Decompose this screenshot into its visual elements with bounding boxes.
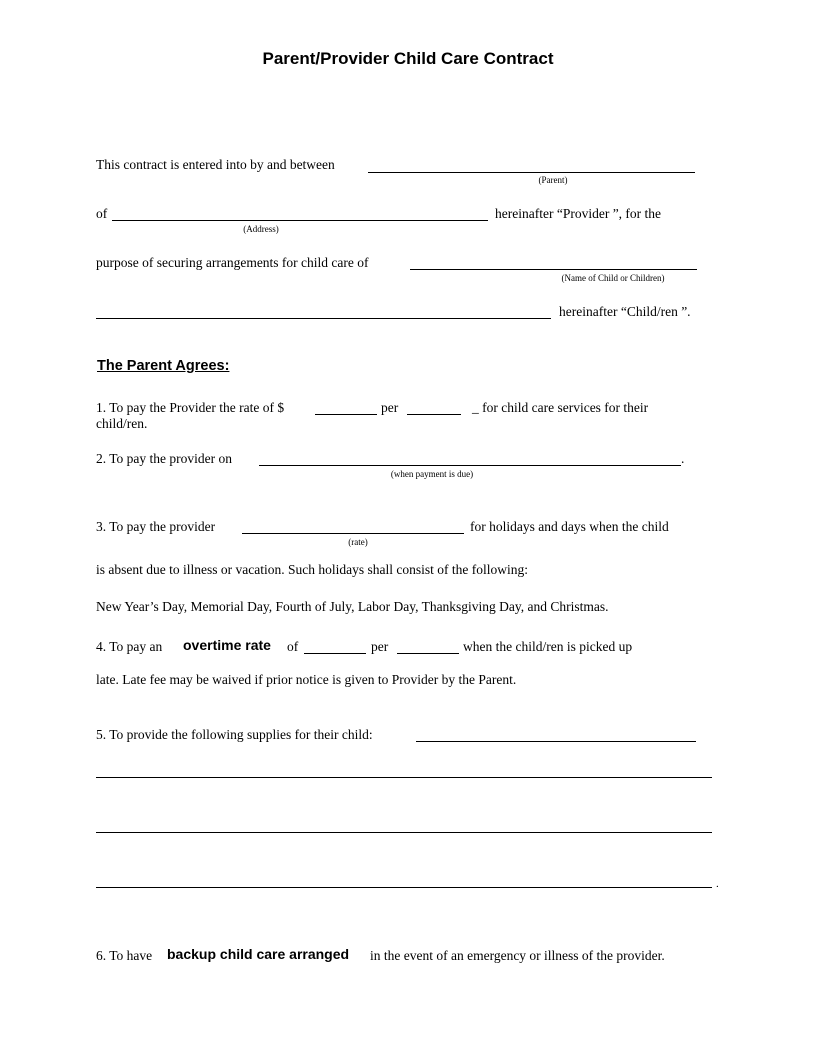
payment-due-field[interactable] xyxy=(259,465,681,466)
supplies-field-2[interactable] xyxy=(96,777,712,778)
supplies-field-1[interactable] xyxy=(416,741,696,742)
child-name-field-continued[interactable] xyxy=(96,318,551,319)
item-3-text: 3. To pay the provider xyxy=(96,519,216,534)
item-5-period: . xyxy=(716,878,719,890)
parent-name-field[interactable] xyxy=(368,172,695,173)
page-title: Parent/Provider Child Care Contract xyxy=(262,49,554,68)
item-5-text: 5. To provide the following supplies for their child: xyxy=(96,727,373,742)
supplies-field-3[interactable] xyxy=(96,832,712,833)
item-4-per: per xyxy=(371,639,389,654)
item-1-per: per xyxy=(381,400,399,415)
item-3-text-b: for holidays and days when the child xyxy=(470,519,669,534)
rate-caption: (rate) xyxy=(348,537,368,547)
address-field[interactable] xyxy=(112,220,488,221)
overtime-period-field[interactable] xyxy=(397,653,459,654)
item-3-text-c: is absent due to illness or vacation. Such holidays shall consist of the following: xyxy=(96,562,528,577)
section-heading: The Parent Agrees: xyxy=(97,358,230,374)
holidays-list: New Year’s Day, Memorial Day, Fourth of July, Labor Day, Thanksgiving Day, and Christmas. xyxy=(96,599,609,614)
item-6-text-b: in the event of an emergency or illness of the provider. xyxy=(370,948,665,963)
rate-period-field[interactable] xyxy=(407,414,461,415)
item-2-period: . xyxy=(681,451,685,466)
item-1-text-b: _ for child care services for their xyxy=(472,400,649,415)
child-name-field[interactable] xyxy=(410,269,697,270)
overtime-rate-label: overtime rate xyxy=(183,637,271,653)
hereinafter-child-text: hereinafter “Child/ren ”. xyxy=(559,304,691,319)
child-caption: (Name of Child or Children) xyxy=(561,273,665,283)
address-caption: (Address) xyxy=(243,224,279,234)
intro-text: This contract is entered into by and between xyxy=(96,157,335,172)
item-1-text: 1. To pay the Provider the rate of $ xyxy=(96,400,285,415)
parent-caption: (Parent) xyxy=(538,175,568,185)
purpose-text: purpose of securing arrangements for child care of xyxy=(96,255,369,270)
backup-care-label: backup child care arranged xyxy=(167,946,350,962)
rate-amount-field[interactable] xyxy=(315,414,377,415)
holiday-rate-field[interactable] xyxy=(242,533,464,534)
item-4-text-c: when the child/ren is picked up xyxy=(463,639,633,654)
supplies-field-4[interactable] xyxy=(96,887,712,888)
payment-due-caption: (when payment is due) xyxy=(390,469,474,479)
of-text: of xyxy=(96,206,108,221)
hereinafter-provider-text: hereinafter “Provider ”, for the xyxy=(495,206,662,221)
overtime-amount-field[interactable] xyxy=(304,653,366,654)
item-2-text: 2. To pay the provider on xyxy=(96,451,233,466)
item-4-of: of xyxy=(287,639,299,654)
item-4-text-d: late. Late fee may be waived if prior notice is given to Provider by the Parent. xyxy=(96,672,517,687)
item-4-text: 4. To pay an xyxy=(96,639,163,654)
item-6-text: 6. To have xyxy=(96,948,153,963)
item-1-text-c: child/ren. xyxy=(96,416,148,431)
